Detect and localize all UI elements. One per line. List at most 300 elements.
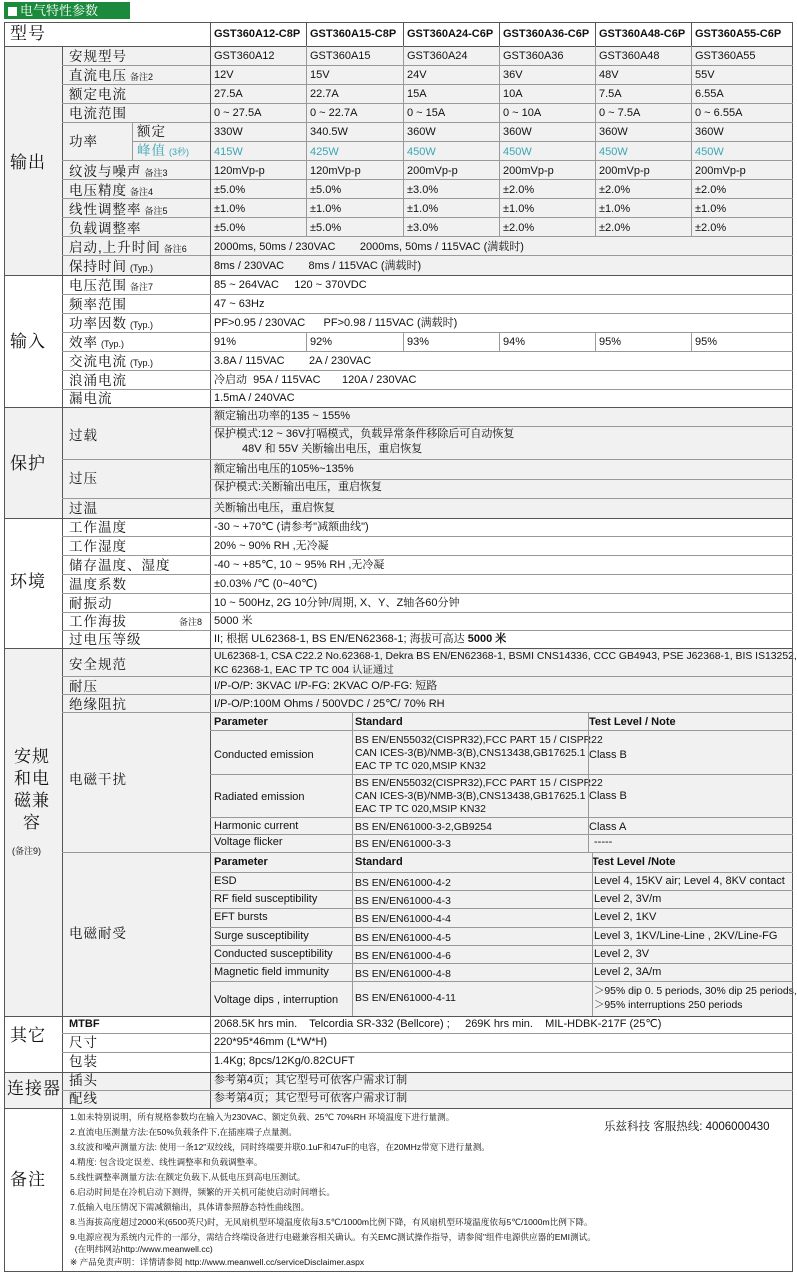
ems-header: Standard xyxy=(355,856,403,868)
cell: ±2.0% xyxy=(599,222,631,234)
grid-line xyxy=(62,84,793,85)
grid-line xyxy=(62,65,793,66)
row-label: 配线 xyxy=(69,1091,98,1106)
grid-line xyxy=(62,389,793,390)
row-note: 备注6 xyxy=(163,244,187,254)
grid-line xyxy=(306,332,307,351)
group-output: 输出 xyxy=(10,153,46,172)
cell: 0 ~ 22.7A xyxy=(310,107,358,119)
cell: 2000ms, 50ms / 230VAC 2000ms, 50ms / 115VAC (满载时) xyxy=(214,241,524,253)
grid-line xyxy=(210,479,793,480)
emi-level: ----- xyxy=(594,836,613,848)
row-label: 纹波与噪声 xyxy=(69,164,142,179)
cell: ±1.0% xyxy=(695,203,727,215)
grid-line xyxy=(62,1052,793,1053)
remark-note: 5.线性调整率测量方法:在额定负载下,从低电压到高电压测试。 xyxy=(70,1172,306,1182)
row-label: 线性调整率 xyxy=(69,202,142,217)
row-label: 过压 xyxy=(69,471,98,486)
cell: 330W xyxy=(214,126,243,138)
emi-level: Class B xyxy=(589,790,627,802)
row-label: 功率 xyxy=(69,134,98,149)
cell: 7.5A xyxy=(599,88,622,100)
cell: 保护模式:关断输出电压，重启恢复 xyxy=(214,481,383,493)
section-header xyxy=(4,2,130,19)
grid-line xyxy=(62,694,793,695)
ems-param: RF field susceptibility xyxy=(214,893,318,905)
ems-header: Test Level /Note xyxy=(592,856,676,868)
model-name: GST360A48-C6P xyxy=(599,28,686,40)
emi-standard: BS EN/EN61000-3-3 xyxy=(355,839,451,850)
section-title: 电气特性参数 xyxy=(20,3,99,18)
grid-line xyxy=(4,22,793,23)
cell: 5000 米 xyxy=(214,615,253,627)
row-label: 工作湿度 xyxy=(69,539,127,554)
cell: 6.55A xyxy=(695,88,724,100)
group-connector: 连接器 xyxy=(7,1079,61,1098)
grid-line xyxy=(691,332,692,351)
grid-line xyxy=(62,255,793,256)
row-label: 安规型号 xyxy=(69,49,127,64)
grid-line xyxy=(210,730,793,731)
emi-param: Voltage flicker xyxy=(214,836,283,848)
grid-line xyxy=(62,294,793,295)
row-label: 浪涌电流 xyxy=(69,373,127,388)
ems-level: Level 2, 3A/m xyxy=(594,966,662,978)
ems-param: Magnetic field immunity xyxy=(214,966,329,978)
row-label: 启动,上升时间 xyxy=(69,240,161,255)
cell: 200mVp-p xyxy=(695,165,746,177)
cell: 15V xyxy=(310,69,330,81)
cell: 12V xyxy=(214,69,234,81)
grid-line xyxy=(62,179,793,180)
grid-line xyxy=(62,351,793,352)
row-sublabel: 峰值 xyxy=(137,143,166,158)
model-name: GST360A36-C6P xyxy=(503,28,590,40)
cell: I/P-O/P:100M Ohms / 500VDC / 25℃/ 70% RH xyxy=(214,698,445,710)
row-label: 负载调整率 xyxy=(69,221,142,236)
row-label: 过电压等级 xyxy=(69,632,142,647)
cell: 0 ~ 27.5A xyxy=(214,107,262,119)
row-label: 电压范围 xyxy=(69,278,127,293)
row-note: (3秒) xyxy=(169,147,189,157)
cell: 200mVp-p xyxy=(599,165,650,177)
remark-note: 2.直流电压测量方法:在50%负载条件下,在插座端子点量测。 xyxy=(70,1127,297,1137)
grid-line xyxy=(62,536,793,537)
grid-line xyxy=(595,332,596,351)
cell: ±3.0% xyxy=(407,222,439,234)
grid-line xyxy=(62,574,793,575)
grid-line xyxy=(62,160,793,161)
grid-line xyxy=(210,426,793,427)
remark-note: (在明纬网站http://www.meanwell.cc) xyxy=(70,1244,213,1254)
row-label: 电磁耐受 xyxy=(69,926,127,941)
group-safety-note: (备注9) xyxy=(12,846,41,856)
grid-line xyxy=(62,313,793,314)
grid-line xyxy=(4,46,793,47)
group-environment: 环境 xyxy=(10,572,46,591)
grid-line xyxy=(210,908,793,909)
grid-line xyxy=(62,332,793,333)
grid-line xyxy=(592,852,593,1016)
model-label: 型号 xyxy=(10,24,46,43)
cell: GST360A15 xyxy=(310,50,371,62)
cell: 额定输出功率的135 ~ 155% xyxy=(214,410,351,422)
cell: 47 ~ 63Hz xyxy=(214,298,265,310)
cell: 450W xyxy=(599,146,628,158)
ems-standard: BS EN/EN61000-4-8 xyxy=(355,969,451,980)
cell: 1.4Kg; 8pcs/12Kg/0.82CUFT xyxy=(214,1055,355,1067)
emi-standard: BS EN/EN61000-3-2,GB9254 xyxy=(355,822,492,833)
grid-line xyxy=(588,712,589,852)
row-note: (Typ.) xyxy=(130,320,154,330)
grid-line xyxy=(62,1090,793,1091)
cell: 94% xyxy=(503,336,526,348)
grid-line xyxy=(210,46,211,1108)
row-label: 电磁干扰 xyxy=(69,772,127,787)
grid-line xyxy=(62,103,793,104)
grid-line xyxy=(595,22,596,46)
cell: 0 ~ 10A xyxy=(503,107,542,119)
row-label: 耐振动 xyxy=(69,596,113,611)
spec-table xyxy=(4,22,797,1272)
ems-param: EFT bursts xyxy=(214,911,268,923)
ems-level: ＞95% interruptions 250 periods xyxy=(594,1000,743,1011)
grid-line xyxy=(210,963,793,964)
cell: 55V xyxy=(695,69,715,81)
emi-header: Standard xyxy=(355,716,403,728)
grid-line xyxy=(62,612,793,613)
emi-header: Parameter xyxy=(214,716,268,728)
grid-line xyxy=(4,648,793,649)
grid-line xyxy=(210,834,793,835)
remark-note: 6.启动时间是在冷机启动下测得，频繁的开关机可能使启动时间增长。 xyxy=(70,1187,335,1197)
cell: 1.5mA / 240VAC xyxy=(214,392,295,404)
ems-standard: BS EN/EN61000-4-2 xyxy=(355,878,451,889)
grid-line xyxy=(62,46,63,1272)
emi-level: Class A xyxy=(589,821,627,833)
ems-level: Level 4, 15KV air; Level 4, 8KV contact xyxy=(594,875,785,887)
row-label: 保持时间 xyxy=(69,259,127,274)
remark-note: 4.精度: 包含设定误差、线性调整率和负载调整率。 xyxy=(70,1157,263,1167)
group-input: 输入 xyxy=(10,332,46,351)
row-note: 备注4 xyxy=(130,187,154,197)
ems-level: ＞95% dip 0. 5 periods, 30% dip 25 periods, xyxy=(594,986,797,997)
cell: 450W xyxy=(407,146,436,158)
grid-line xyxy=(210,872,793,873)
row-label: MTBF xyxy=(69,1018,100,1030)
cell: 360W xyxy=(503,126,532,138)
ems-standard: BS EN/EN61000-4-4 xyxy=(355,914,451,925)
cell: 120mVp-p xyxy=(214,165,265,177)
ems-level: Level 2, 1KV xyxy=(594,911,657,923)
grid-line xyxy=(499,46,500,236)
grid-line xyxy=(691,22,692,46)
row-label: 工作温度 xyxy=(69,520,127,535)
cell: 48V 和 55V 关断输出电压，重启恢复 xyxy=(242,443,423,455)
cell: GST360A48 xyxy=(599,50,660,62)
group-other: 其它 xyxy=(10,1026,46,1045)
grid-line xyxy=(691,46,692,236)
grid-line xyxy=(210,945,793,946)
cell: 340.5W xyxy=(310,126,348,138)
cell: ±5.0% xyxy=(310,184,342,196)
cell: ±1.0% xyxy=(407,203,439,215)
cell: 2068.5K hrs min. Telcordia SR-332 (Bellcore) ; 269K hrs min. MIL-HDBK-217F (25℃) xyxy=(214,1018,662,1030)
cell: 24V xyxy=(407,69,427,81)
cell: 0 ~ 6.55A xyxy=(695,107,743,119)
grid-line xyxy=(595,46,596,236)
emi-param: Radiated emission xyxy=(214,791,305,803)
row-label: 频率范围 xyxy=(69,297,127,312)
grid-line xyxy=(62,459,793,460)
emi-param: Conducted emission xyxy=(214,749,314,761)
cell: 22.7A xyxy=(310,88,339,100)
remark-note: 8.当海拔高度超过2000米(6500英尺)时，无风扇机型环境温度依每3.5℃/1000m比例下降，有风扇机型环境温度依每5℃/1000m比例下降。 xyxy=(70,1217,593,1227)
cell: 220*95*46mm (L*W*H) xyxy=(214,1036,328,1048)
grid-line xyxy=(62,555,793,556)
emi-level: Class B xyxy=(589,749,627,761)
cell: 保护模式:12 ~ 36V打嗝模式，负载异常条件移除后可自动恢复 xyxy=(214,428,515,440)
cell: II; 根据 UL62368-1, BS EN/EN62368-1; 海拔可高达 xyxy=(214,633,468,645)
cell: GST360A24 xyxy=(407,50,468,62)
row-note: 备注3 xyxy=(144,168,168,178)
grid-line xyxy=(132,122,133,160)
grid-line xyxy=(62,852,793,853)
cell: UL62368-1, CSA C22.2 No.62368-1, Dekra BS EN/EN62368-1, BSMI CNS14336, CCC GB4943, PSE J62368-1, BIS IS13252, xyxy=(214,651,797,662)
cell: GST360A55 xyxy=(695,50,756,62)
ems-param: Conducted susceptibility xyxy=(214,948,333,960)
emi-standard: CAN ICES-3(B)/NMB-3(B),CNS13438,GB17625.1 xyxy=(355,791,586,802)
cell: 参考第4页；其它型号可依客户需求订制 xyxy=(214,1092,408,1104)
cell: GST360A36 xyxy=(503,50,564,62)
row-label: 插头 xyxy=(69,1073,98,1088)
group-safety: 安规和电磁兼容 xyxy=(14,747,50,832)
cell: 85 ~ 264VAC 120 ~ 370VDC xyxy=(214,279,367,291)
cell: ±1.0% xyxy=(503,203,535,215)
row-label: 功率因数 xyxy=(69,316,127,331)
cell: ±0.03% /℃ (0~40℃) xyxy=(214,578,318,590)
grid-line xyxy=(62,593,793,594)
grid-line xyxy=(62,122,793,123)
cell: 415W xyxy=(214,146,243,158)
grid-line xyxy=(403,332,404,351)
model-name: GST360A15-C8P xyxy=(310,28,397,40)
ems-level: Level 3, 1KV/Line-Line , 2KV/Line-FG xyxy=(594,930,778,942)
grid-line xyxy=(62,236,793,237)
cell: 425W xyxy=(310,146,339,158)
grid-line xyxy=(132,141,793,142)
row-label: 电压精度 xyxy=(69,183,127,198)
cell: ±2.0% xyxy=(695,222,727,234)
cell: 48V xyxy=(599,69,619,81)
cell: 93% xyxy=(407,336,430,348)
remark-note: ※ 产品免责声明：详情请参阅 http://www.meanwell.cc/serviceDisclaimer.aspx xyxy=(70,1257,365,1267)
cell: 冷启动 95A / 115VAC 120A / 230VAC xyxy=(214,374,417,386)
group-protection: 保护 xyxy=(10,454,46,473)
ems-param: ESD xyxy=(214,875,237,887)
row-label: 温度系数 xyxy=(69,577,127,592)
grid-line xyxy=(352,712,353,1016)
cell: 20% ~ 90% RH ,无冷凝 xyxy=(214,540,329,552)
row-note: 备注7 xyxy=(130,282,154,292)
grid-line xyxy=(4,407,793,408)
row-label: 绝缘阻抗 xyxy=(69,697,127,712)
cell: 450W xyxy=(503,146,532,158)
emi-standard: CAN ICES-3(B)/NMB-3(B),CNS13438,GB17625.1 xyxy=(355,748,586,759)
cell: ±5.0% xyxy=(214,184,246,196)
cell: 92% xyxy=(310,336,333,348)
cell: 120mVp-p xyxy=(310,165,361,177)
ems-param: Voltage dips , interruption xyxy=(214,994,339,1006)
cell: 91% xyxy=(214,336,237,348)
cell: ±1.0% xyxy=(599,203,631,215)
row-label: 直流电压 xyxy=(69,68,127,83)
grid-line xyxy=(62,630,793,631)
cell: 200mVp-p xyxy=(407,165,458,177)
cell: ±2.0% xyxy=(599,184,631,196)
row-label: 过载 xyxy=(69,428,98,443)
cell: GST360A12 xyxy=(214,50,275,62)
cell: 27.5A xyxy=(214,88,243,100)
remark-note: 9.电源应视为系统内元件的一部分，需结合终端设备进行电磁兼容相关确认。有关EMC测试操作指导，请参阅"组件电源供应器的EMI测试。 xyxy=(70,1232,596,1242)
cell: ±5.0% xyxy=(310,222,342,234)
cell: 360W xyxy=(695,126,724,138)
row-label: 储存温度、湿度 xyxy=(69,558,171,573)
square-icon xyxy=(8,7,17,16)
row-label: 电流范围 xyxy=(69,106,127,121)
row-label: 耐压 xyxy=(69,679,98,694)
row-note: 备注2 xyxy=(130,72,154,82)
grid-line xyxy=(210,890,793,891)
row-label: 漏电流 xyxy=(69,391,113,406)
cell: I/P-O/P: 3KVAC I/P-FG: 2KVAC O/P-FG: 短路 xyxy=(214,680,438,692)
cell: ±5.0% xyxy=(214,222,246,234)
grid-line xyxy=(62,498,793,499)
grid-line xyxy=(62,676,793,677)
model-name: GST360A12-C8P xyxy=(214,28,301,40)
cell: 10A xyxy=(503,88,523,100)
grid-line xyxy=(210,927,793,928)
row-label: 额定电流 xyxy=(69,87,127,102)
cell-bold: 5000 米 xyxy=(467,633,507,645)
emi-standard: EAC TP TC 020,MSIP KN32 xyxy=(355,761,486,772)
ems-standard: BS EN/EN61000-4-11 xyxy=(355,993,456,1004)
grid-line xyxy=(4,1108,793,1109)
cell: 0 ~ 15A xyxy=(407,107,446,119)
cell: -40 ~ +85℃, 10 ~ 95% RH ,无冷凝 xyxy=(214,559,385,571)
cell: ±3.0% xyxy=(407,184,439,196)
row-label: 过温 xyxy=(69,501,98,516)
cell: KC 62368-1, EAC TP TC 004 认证通过 xyxy=(214,665,394,676)
remark-note: 3.纹波和噪声测量方法: 使用一条12"双绞线，同时终端要并联0.1uF和47uF的电容，在20MHz带宽下进行量测。 xyxy=(70,1142,490,1152)
grid-line xyxy=(62,217,793,218)
cell: 额定输出电压的105%~135% xyxy=(214,463,354,475)
row-note: 备注8 xyxy=(179,617,203,627)
grid-line xyxy=(4,1016,793,1017)
grid-line xyxy=(4,275,793,276)
ems-standard: BS EN/EN61000-4-3 xyxy=(355,896,451,907)
grid-line xyxy=(210,981,793,982)
grid-line xyxy=(403,46,404,236)
model-name: GST360A24-C6P xyxy=(407,28,494,40)
row-sublabel: 额定 xyxy=(137,124,166,139)
ems-standard: BS EN/EN61000-4-5 xyxy=(355,933,451,944)
cell: -30 ~ +70℃ (请参考"减额曲线") xyxy=(214,521,369,533)
cell: 36V xyxy=(503,69,523,81)
emi-header: Test Level / Note xyxy=(589,716,676,728)
remark-note: 7.低输入电压情况下需减额输出，具体请参照静态特性曲线图。 xyxy=(70,1202,310,1212)
cell: 0 ~ 7.5A xyxy=(599,107,641,119)
cell: PF>0.95 / 230VAC PF>0.98 / 115VAC (满载时) xyxy=(214,317,458,329)
grid-line xyxy=(62,712,793,713)
grid-line xyxy=(306,22,307,46)
grid-line xyxy=(4,22,5,1272)
row-label: 安全规范 xyxy=(69,657,127,672)
cell: 10 ~ 500Hz, 2G 10分钟/周期, X、Y、Z轴各60分钟 xyxy=(214,597,460,609)
emi-standard: BS EN/EN55032(CISPR32),FCC PART 15 / CISPR22 xyxy=(355,735,603,746)
cell: ±2.0% xyxy=(503,222,535,234)
grid-line xyxy=(62,1033,793,1034)
row-label: 包装 xyxy=(69,1054,98,1069)
cell: 200mVp-p xyxy=(503,165,554,177)
row-note: (Typ.) xyxy=(101,339,125,349)
cell: ±2.0% xyxy=(695,184,727,196)
cell: 450W xyxy=(695,146,724,158)
cell: ±2.0% xyxy=(503,184,535,196)
cell: 95% xyxy=(695,336,718,348)
grid-line xyxy=(4,1072,793,1073)
row-label: 效率 xyxy=(69,335,98,350)
cell: ±1.0% xyxy=(310,203,342,215)
grid-line xyxy=(210,22,211,46)
cell: 8ms / 230VAC 8ms / 115VAC (满载时) xyxy=(214,260,422,272)
grid-line xyxy=(306,46,307,236)
cell: 360W xyxy=(407,126,436,138)
model-name: GST360A55-C6P xyxy=(695,28,782,40)
row-label: 交流电流 xyxy=(69,354,127,369)
emi-standard: BS EN/EN55032(CISPR32),FCC PART 15 / CISPR22 xyxy=(355,778,603,789)
grid-line xyxy=(62,370,793,371)
cell: 3.8A / 115VAC 2A / 230VAC xyxy=(214,355,372,367)
grid-line xyxy=(4,1271,793,1272)
grid-line xyxy=(210,817,793,818)
ems-header: Parameter xyxy=(214,856,268,868)
ems-param: Surge susceptibility xyxy=(214,930,309,942)
ems-level: Level 2, 3V/m xyxy=(594,893,662,905)
band-protection xyxy=(4,407,793,518)
ems-standard: BS EN/EN61000-4-6 xyxy=(355,951,451,962)
cell: 95% xyxy=(599,336,622,348)
row-label: 工作海拔 xyxy=(69,614,127,629)
emi-standard: EAC TP TC 020,MSIP KN32 xyxy=(355,804,486,815)
grid-line xyxy=(403,22,404,46)
row-note: (Typ.) xyxy=(130,358,154,368)
emi-param: Harmonic current xyxy=(214,820,299,832)
row-note: 备注5 xyxy=(144,206,168,216)
grid-line xyxy=(62,198,793,199)
service-hotline: 乐兹科技 客服热线: 4006000430 xyxy=(604,1121,770,1133)
ems-level: Level 2, 3V xyxy=(594,948,650,960)
cell: 关断输出电压，重启恢复 xyxy=(214,502,335,514)
group-remarks: 备注 xyxy=(10,1170,46,1189)
grid-line xyxy=(792,22,793,1272)
cell: 360W xyxy=(599,126,628,138)
grid-line xyxy=(499,332,500,351)
cell: 参考第4页；其它型号可依客户需求订制 xyxy=(214,1074,408,1086)
row-note: (Typ.) xyxy=(130,263,154,273)
row-label: 尺寸 xyxy=(69,1035,98,1050)
grid-line xyxy=(499,22,500,46)
